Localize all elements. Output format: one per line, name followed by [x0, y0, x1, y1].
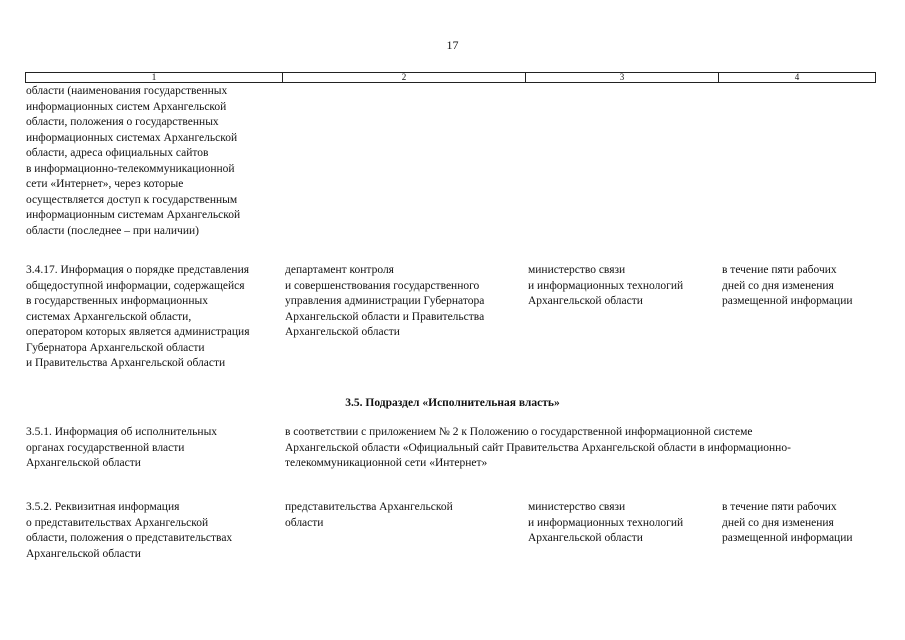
row-3-5-2-info: 3.5.2. Реквизитная информация о представительствах Архангельской области, положения о представительствах Архангельской области [26, 501, 233, 560]
row-3-4-17-responsible: министерство связи и информационных технологий Архангельской области [528, 264, 684, 307]
row-3-5-2-provider: представительства Архангельской области [285, 501, 453, 529]
column-number-header [25, 72, 876, 83]
column-number-4: 4 [794, 72, 800, 82]
column-number-1: 1 [26, 73, 283, 82]
row-3-5-2-deadline: в течение пяти рабочих дней со дня изменения размещенной информации [722, 501, 853, 544]
row-3-5-1-reference: в соответствии с приложением № 2 к Положению о государственной информационной системе Архангельской области «Официальный сайт Правительства Архангельской области в информационно- телекоммуникационной сети «Интернет» [285, 426, 791, 469]
row-3-5-1-info: 3.5.1. Информация об исполнительных органах государственной власти Архангельской области [26, 426, 218, 469]
continuation-cell-1: области (наименования государственных информационных систем Архангельской области, положения о государственных информационных системах Архангельской области, адреса официальных сайтов в информационно-телекоммуникационной сети «Интернет», через которые осуществляется доступ к государственным информационным системам Архангельской области (последнее – при наличии) [26, 85, 241, 237]
row-3-4-17-provider: департамент контроля и совершенствования государственного управления администрации Губернатора Архангельской области и Правительства Архангельской области [285, 264, 485, 338]
page-number: 17 [446, 38, 459, 52]
column-number-2: 2 [283, 73, 526, 82]
row-3-5-2-responsible: министерство связи и информационных технологий Архангельской области [528, 501, 684, 544]
section-heading-3-5: 3.5. Подраздел «Исполнительная власть» [345, 397, 560, 409]
row-3-4-17-deadline: в течение пяти рабочих дней со дня изменения размещенной информации [722, 264, 853, 307]
row-3-4-17-info: 3.4.17. Информация о порядке представления общедоступной информации, содержащейся в государственных информационных системах Архангельской области, оператором которых является администрация Губернатора Архангельской области и Правительства Архангельской области [26, 264, 250, 369]
column-number-3: 3 [526, 73, 719, 82]
